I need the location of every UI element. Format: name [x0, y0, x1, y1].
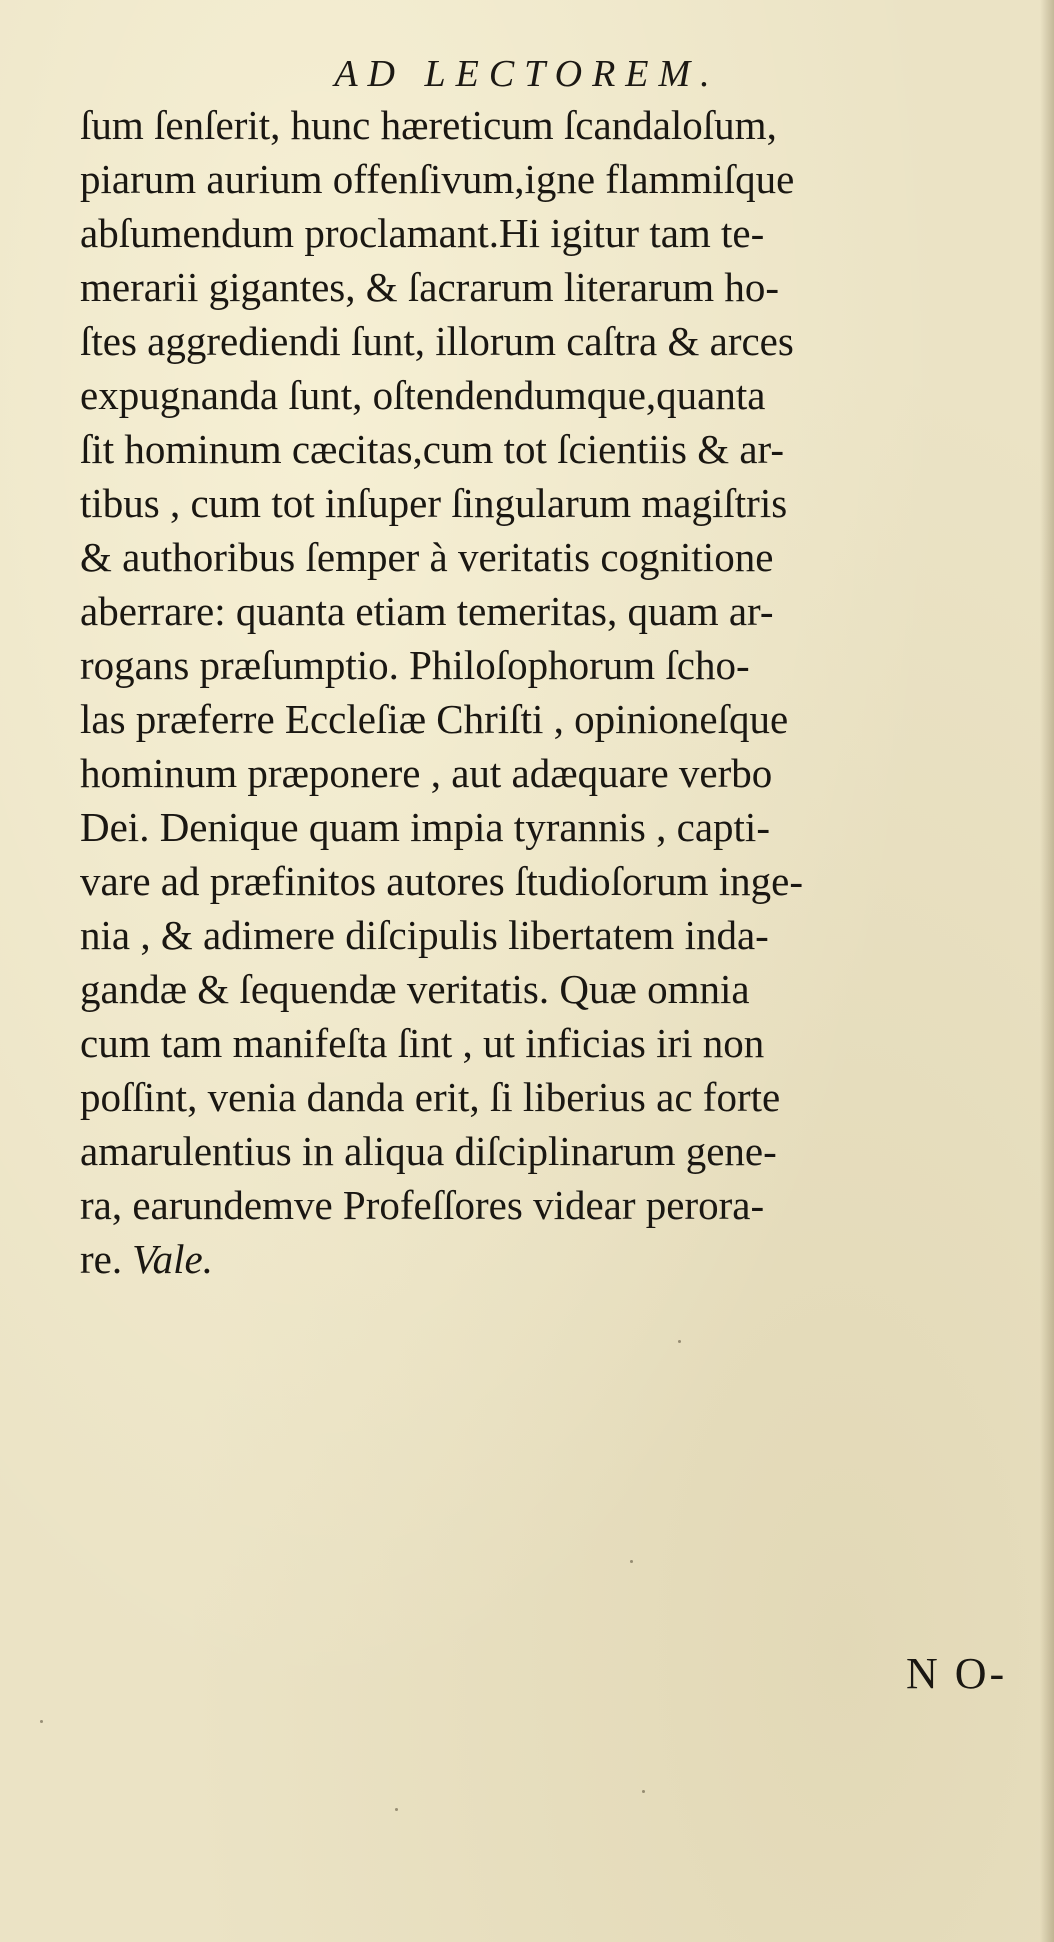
text-line: aberrare: quanta etiam temeritas, quam ar- [80, 588, 774, 634]
text-line: ſit hominum cæcitas,cum tot ſcientiis & ar- [80, 426, 785, 472]
running-head: AD LECTOREM. [334, 53, 720, 95]
text-line: ra, earundemve Profeſſores videar perora- [80, 1182, 765, 1228]
paper-speck [395, 1808, 398, 1811]
paper-speck [40, 1720, 43, 1723]
text-line: gandæ & ſequendæ veritatis. Quæ omnia [80, 966, 750, 1012]
text-line: poſſint, venia danda erit, ſi liberius ac forte [80, 1074, 781, 1120]
vale-closing: Vale. [132, 1236, 213, 1282]
text-line: las præferre Eccleſiæ Chriſti , opinioneſque [80, 696, 789, 742]
final-text-line [80, 1232, 1040, 1286]
paper-speck [630, 1560, 633, 1563]
paper-speck [678, 1340, 681, 1343]
final-line-start: re. [80, 1236, 123, 1282]
text-line: expugnanda ſunt, oſtendendumque,quanta [80, 372, 766, 418]
text-line: ſtes aggrediendi ſunt, illorum caſtra & arces [80, 318, 794, 364]
text-line: nia , & adimere diſcipulis libertatem inda- [80, 912, 769, 958]
text-line: cum tam manifeſta ſint , ut inficias iri non [80, 1020, 765, 1066]
text-line: amarulentius in aliqua diſciplinarum gene- [80, 1128, 777, 1174]
page-edge-shadow [1040, 0, 1054, 1942]
catchword: N O- [906, 1649, 1008, 1698]
text-line: abſumendum proclamant.Hi igitur tam te- [80, 210, 765, 256]
text-line: & authoribus ſemper à veritatis cognitione [80, 534, 774, 580]
text-line: rogans præſumptio. Philoſophorum ſcho- [80, 642, 750, 688]
paper-speck [642, 1790, 645, 1793]
text-line: hominum præponere , aut adæquare verbo [80, 750, 773, 796]
body-text [80, 98, 1040, 1286]
text-line: vare ad præfinitos autores ſtudioſorum inge- [80, 858, 804, 904]
text-line: Dei. Denique quam impia tyrannis , capti- [80, 804, 770, 850]
text-line: tibus , cum tot inſuper ſingularum magiſtris [80, 480, 788, 526]
text-line: merarii gigantes, & ſacrarum literarum ho- [80, 264, 780, 310]
text-line: ſum ſenſerit, hunc hæreticum ſcandaloſum, [80, 102, 777, 148]
text-line: piarum aurium offenſivum,igne flammiſque [80, 156, 795, 202]
